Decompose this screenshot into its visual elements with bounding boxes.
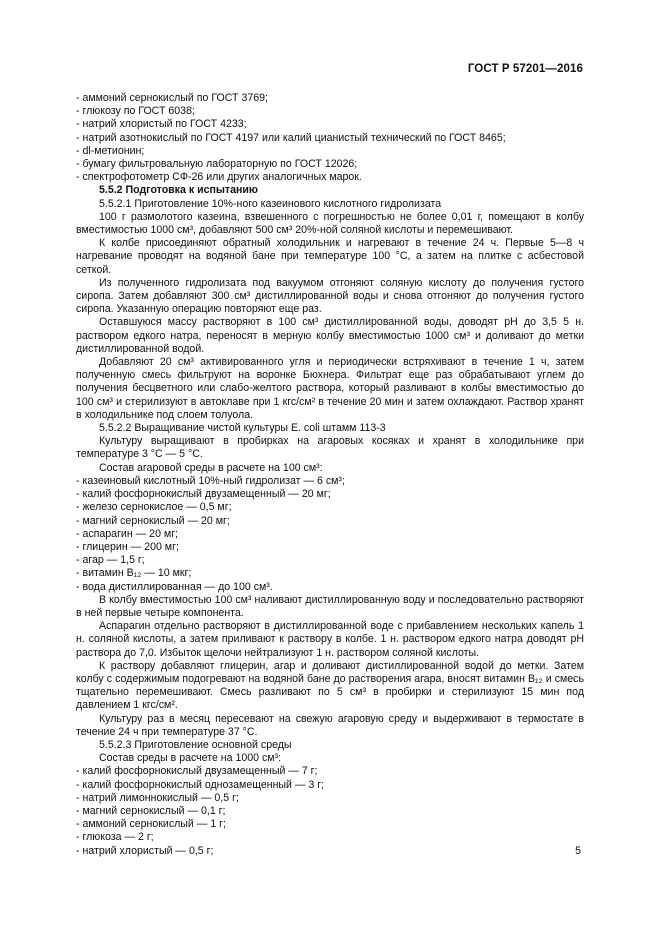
paragraph: Аспарагин отдельно растворяют в дистиллированной воде с прибавлением нескольких капель 1 н. соляной кислоты, а затем приливают к раствору в колбе. 1 н. раствором едкого натра доводят pH раствора до 7,0. Избыток щелочи нейтрализуют 1 н. раствором соляной кислоты. [76, 620, 584, 659]
list-item: - натрий хлористый — 0,5 г; [76, 844, 214, 857]
section-heading: 5.5.2 Подготовка к испытанию [99, 184, 258, 197]
list-item: - dl-метионин; [76, 144, 145, 157]
list-item: - натрий хлористый по ГОСТ 4233; [76, 118, 247, 131]
list-item: - бумагу фильтровальную лабораторную по ГОСТ 12026; [76, 158, 358, 171]
list-item: - глюкоза — 2 г; [76, 831, 154, 844]
paragraph: Добавляют 20 см³ активированного угля и периодически встряхивают в течение 1 ч, затем полученную смесь фильтруют на воронке Бюхнера. Фильтрат еще раз обрабатывают углем до получения бесцветного или слабо-желтого раствора, который разливают в колбы вместимостью до 100 см³ и стерилизуют в автоклаве при 1 кгс/см² в течение 20 мин и затем охлаждают. Раствор хранят в холодильнике под слоем толуола. [76, 356, 584, 421]
list-item: - железо сернокислое — 0,5 мг; [76, 501, 232, 514]
list-item: - натрий лимоннокислый — 0,5 г; [76, 791, 239, 804]
paragraph: К раствору добавляют глицерин, агар и доливают дистиллированной водой до метки. Затем колбу с содержимым подогревают на водяной бане до растворения агара, вносят витамин B₁₂ и смесь тщательно перемешивают. Смесь разливают по 5 см³ в пробирки и стерилизуют 15 мин под давлением 1 кгс/см². [76, 659, 584, 712]
paragraph: Из полученного гидролизата под вакуумом отгоняют соляную кислоту до получения густого сиропа. Затем добавляют 300 см³ дистиллированной воды и снова отгоняют до получения густого сиропа. Указанную операцию повторяют еще раз. [76, 276, 584, 316]
list-item: - калий фосфорнокислый двузамещенный — 7 г; [76, 765, 318, 778]
list-item: - калий фосфорнокислый двузамещенный — 20 мг; [76, 488, 331, 501]
list-item: - аспарагин — 20 мг; [76, 527, 179, 540]
list-item: - спектрофотометр СФ-26 или других аналогичных марок. [76, 171, 362, 184]
list-item: - калий фосфорнокислый однозамещенный — 3 г; [76, 778, 325, 791]
paragraph: Культуру раз в месяц пересевают на свежую агаровую среду и выдерживают в термостате в течение 24 ч при температуре 37 °С. [76, 712, 584, 738]
paragraph: Состав среды в расчете на 1000 см³: [99, 752, 282, 765]
list-item: - агар — 1,5 г; [76, 554, 145, 567]
page-number: 5 [575, 845, 581, 857]
list-item: - натрий азотнокислый по ГОСТ 4197 или калий цианистый технический по ГОСТ 8465; [76, 131, 506, 144]
list-item: - глицерин — 200 мг; [76, 540, 179, 553]
paragraph: Культуру выращивают в пробирках на агаровых косяках и хранят в холодильнике при температуре 3 °С — 5 °С. [76, 435, 584, 461]
paragraph: 5.5.2.2 Выращивание чистой культуры E. coli штамм 113-3 [99, 422, 386, 435]
paragraph: Состав агаровой среды в расчете на 100 см³: [99, 461, 323, 474]
list-item: - магний сернокислый — 20 мг; [76, 514, 230, 527]
paragraph: Оставшуюся массу растворяют в 100 см³ дистиллированной воды, доводят pH до 3,5 5 н. раствором едкого натра, переносят в мерную колбу вместимостью 1000 см³ и доливают до метки дистиллированной водой. [76, 316, 584, 355]
list-item: - аммоний сернокислый по ГОСТ 3769; [76, 92, 268, 104]
list-item: - витамин B₁₂ — 10 мкг; [76, 567, 192, 580]
list-item: - глюкозу по ГОСТ 6038; [76, 105, 195, 118]
list-item: - аммоний сернокислый — 1 г; [76, 818, 226, 831]
standard-code-header: ГОСТ Р 57201—2016 [467, 63, 583, 75]
list-item: - магний сернокислый — 0,1 г; [76, 804, 226, 817]
list-item: - казеиновый кислотный 10%-ный гидролизат — 6 см³; [76, 474, 345, 487]
list-item: - вода дистиллированная — до 100 см³. [76, 580, 273, 593]
paragraph: 5.5.2.1 Приготовление 10%-ного казеинового кислотного гидролизата [99, 197, 442, 210]
paragraph: В колбу вместимостью 100 см³ наливают дистиллированную воду и последовательно растворяют в ней первые четыре компонента. [76, 593, 584, 619]
paragraph: 100 г размолотого казеина, взвешенного с погрешностью не более 0,01 г, помещают в колбу вместимостью 1000 см³, добавляют 500 см³ 20%-ной соляной кислоты и перемешивают. [76, 210, 584, 237]
paragraph: 5.5.2.3 Приготовление основной среды [99, 738, 292, 751]
document-body [76, 92, 584, 858]
paragraph: К колбе присоединяют обратный холодильник и нагревают в течение 24 ч. Первые 5—8 ч нагревание проводят на водяной бане при температуре 100 °С, а затем на плитке с асбестовой сеткой. [76, 237, 584, 276]
